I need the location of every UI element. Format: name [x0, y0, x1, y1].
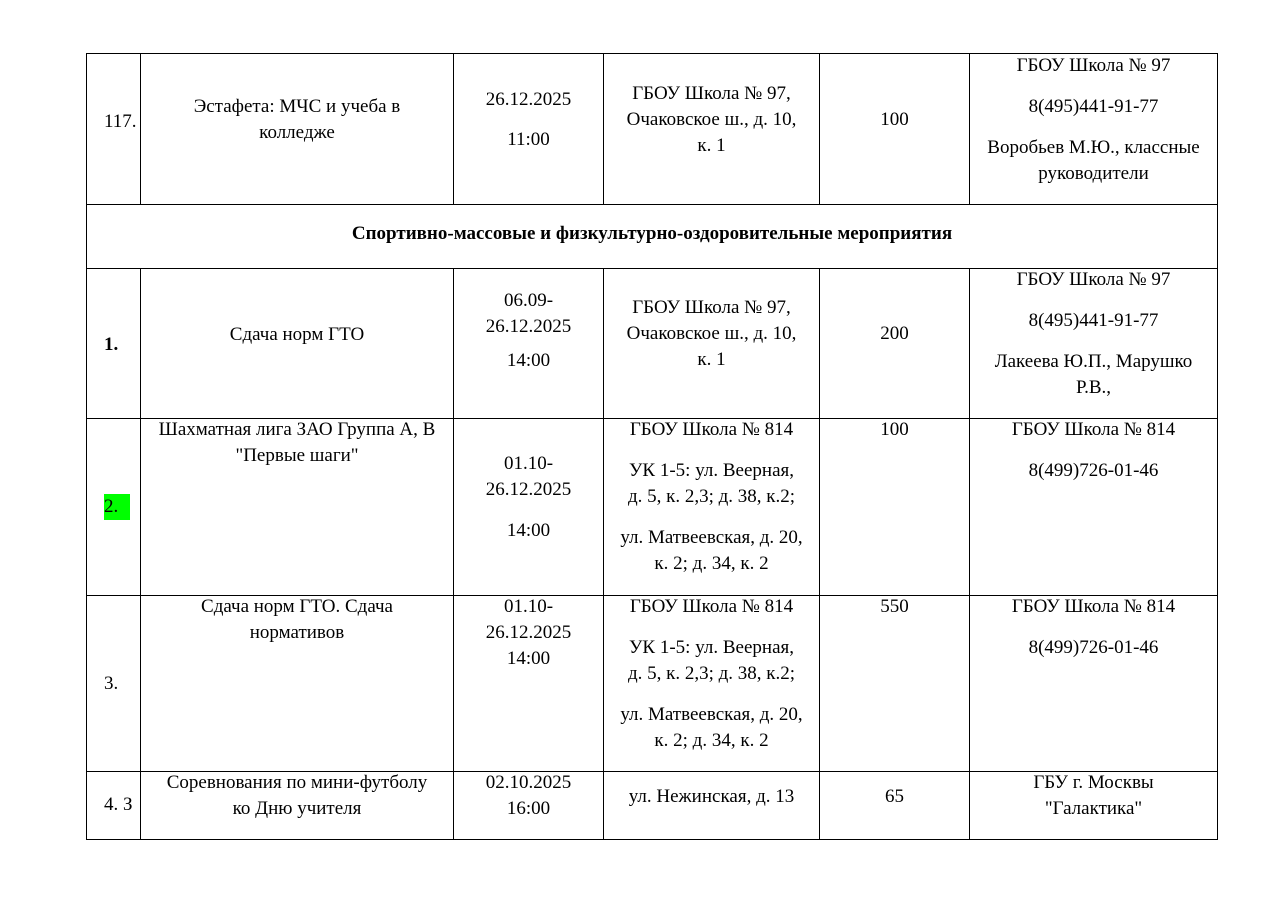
table-row — [87, 269, 1218, 419]
event-name-cell — [141, 596, 454, 772]
event-name-line: ко Дню учителя — [232, 798, 362, 819]
event-place-cell — [604, 419, 820, 596]
event-name-cell — [141, 419, 454, 596]
events-table — [86, 53, 1218, 840]
participants-count: 100 — [880, 419, 909, 440]
event-name-line: Эстафета: МЧС и учеба в — [193, 96, 401, 117]
event-name-line: Сдача норм ГТО. Сдача — [201, 596, 393, 617]
event-time: 14:00 — [506, 350, 551, 371]
row-number: 4. З — [104, 794, 133, 815]
event-time: 14:00 — [506, 648, 551, 669]
participants-count-cell — [820, 596, 970, 772]
event-date-cell — [454, 419, 604, 596]
event-time: 11:00 — [507, 129, 550, 150]
organizer-phone: 8(499)726-01-46 — [1028, 637, 1159, 658]
event-place-line: ГБОУ Школа № 97, — [632, 83, 791, 104]
event-name-line: колледже — [259, 122, 335, 143]
event-place-line: д. 5, к. 2,3; д. 38, к.2; — [627, 663, 796, 684]
section-title: Спортивно-массовые и физкультурно-оздоровительные мероприятия — [351, 223, 953, 244]
organizer-phone: 8(495)441-91-77 — [1028, 96, 1159, 117]
responsible-person: Воробьев М.Ю., классные — [987, 137, 1200, 158]
organizer-phone: 8(495)441-91-77 — [1028, 310, 1159, 331]
event-place-line: УК 1-5: ул. Веерная, — [628, 460, 794, 481]
event-place-cell — [604, 596, 820, 772]
organizer-name: ГБОУ Школа № 814 — [1011, 596, 1176, 617]
organizer-phone: 8(499)726-01-46 — [1028, 460, 1159, 481]
responsible-person: Р.В., — [1075, 377, 1112, 398]
event-place-line: к. 2; д. 34, к. 2 — [654, 553, 769, 574]
event-name-cell — [141, 54, 454, 205]
contact-cell — [970, 54, 1218, 205]
contact-cell — [970, 596, 1218, 772]
event-date: 01.10- — [503, 596, 554, 617]
event-date: 26.12.2025 — [485, 316, 572, 337]
participants-count: 65 — [885, 786, 904, 807]
event-place-line: к. 2; д. 34, к. 2 — [654, 730, 769, 751]
event-place-line: ГБОУ Школа № 814 — [629, 596, 794, 617]
row-number-cell — [87, 419, 141, 596]
event-date-cell — [454, 54, 604, 205]
event-date: 26.12.2025 — [485, 622, 572, 643]
event-date-cell — [454, 596, 604, 772]
section-row — [87, 205, 1218, 269]
event-date: 01.10- — [503, 453, 554, 474]
row-number-highlighted: 2. — [104, 494, 130, 520]
event-place-line: ул. Матвеевская, д. 20, — [620, 704, 803, 725]
event-place-line: ГБОУ Школа № 97, — [632, 297, 791, 318]
organizer-name: ГБОУ Школа № 814 — [1011, 419, 1176, 440]
participants-count-cell — [820, 54, 970, 205]
contact-cell — [970, 269, 1218, 419]
row-number: 1. — [104, 334, 119, 355]
event-name-line: нормативов — [249, 622, 345, 643]
event-name-line: Соревнования по мини-футболу — [166, 772, 428, 793]
event-place-line: к. 1 — [697, 349, 726, 370]
event-name-line: Сдача норм ГТО — [229, 324, 365, 345]
event-place-line: УК 1-5: ул. Веерная, — [628, 637, 794, 658]
event-place-line: к. 1 — [697, 135, 726, 156]
table-row — [87, 772, 1218, 840]
event-name-cell — [141, 772, 454, 840]
event-time: 14:00 — [506, 520, 551, 541]
event-date: 26.12.2025 — [485, 479, 572, 500]
contact-cell — [970, 419, 1218, 596]
event-name-cell — [141, 269, 454, 419]
event-place-line: ул. Нежинская, д. 13 — [628, 786, 795, 807]
event-date: 06.09- — [503, 290, 554, 311]
row-number: 3. — [104, 673, 119, 694]
row-number-cell — [87, 772, 141, 840]
table-row — [87, 419, 1218, 596]
event-time: 16:00 — [506, 798, 551, 819]
event-date-cell — [454, 269, 604, 419]
event-place-cell — [604, 772, 820, 840]
table-row — [87, 596, 1218, 772]
organizer-name: "Галактика" — [1044, 798, 1143, 819]
event-place-line: д. 5, к. 2,3; д. 38, к.2; — [627, 486, 796, 507]
participants-count: 550 — [880, 596, 909, 617]
row-number: 117. — [104, 111, 137, 132]
participants-count-cell — [820, 772, 970, 840]
table-row — [87, 54, 1218, 205]
row-number-cell — [87, 596, 141, 772]
event-place-cell — [604, 269, 820, 419]
event-place-line: Очаковское ш., д. 10, — [626, 323, 797, 344]
participants-count: 200 — [880, 323, 909, 344]
section-title-cell — [87, 205, 1218, 269]
contact-cell — [970, 772, 1218, 840]
event-name-line: Шахматная лига ЗАО Группа А, В — [158, 419, 436, 440]
participants-count-cell — [820, 419, 970, 596]
event-place-line: ул. Матвеевская, д. 20, — [620, 527, 803, 548]
event-date: 26.12.2025 — [485, 89, 572, 110]
event-place-line: ГБОУ Школа № 814 — [629, 419, 794, 440]
row-number-cell — [87, 269, 141, 419]
organizer-name: ГБОУ Школа № 97 — [1016, 269, 1171, 290]
row-number-cell — [87, 54, 141, 205]
event-name-line: "Первые шаги" — [235, 445, 359, 466]
organizer-name: ГБОУ Школа № 97 — [1016, 55, 1171, 76]
event-date: 02.10.2025 — [485, 772, 572, 793]
responsible-person: руководители — [1038, 163, 1149, 184]
participants-count-cell — [820, 269, 970, 419]
event-date-cell — [454, 772, 604, 840]
event-place-cell — [604, 54, 820, 205]
organizer-name: ГБУ г. Москвы — [1033, 772, 1154, 793]
event-place-line: Очаковское ш., д. 10, — [626, 109, 797, 130]
responsible-person: Лакеева Ю.П., Марушко — [994, 351, 1193, 372]
participants-count: 100 — [880, 109, 909, 130]
